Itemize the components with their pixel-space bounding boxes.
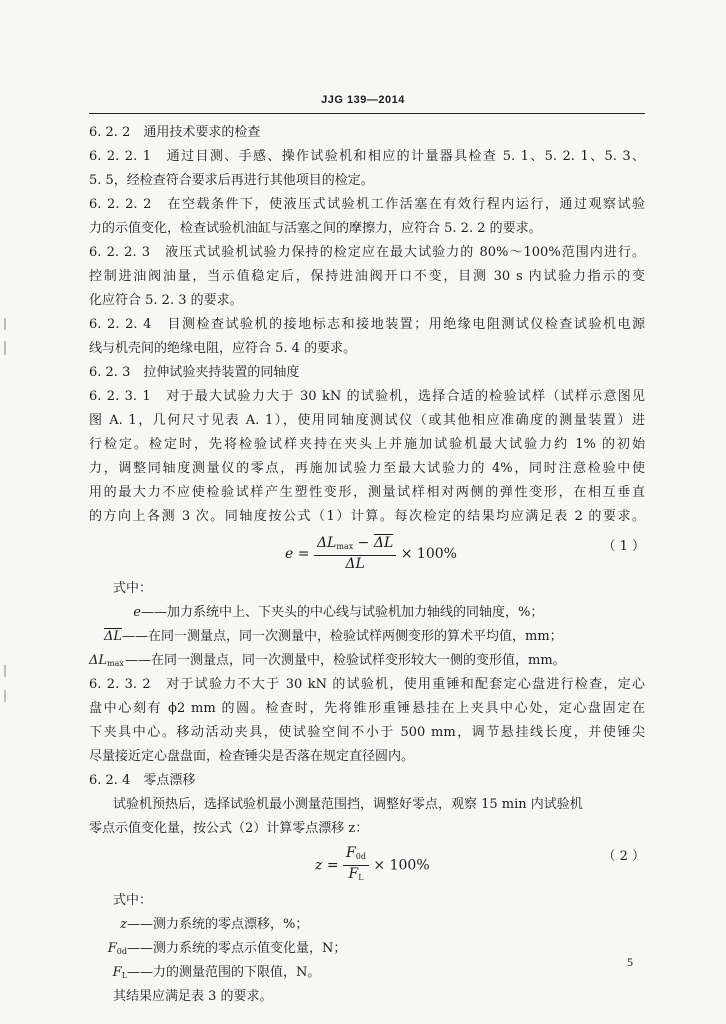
page-number: 5 xyxy=(627,955,633,969)
equation-number: （ 1 ） xyxy=(602,539,645,554)
paragraph-line: 力的示值变化，检查试验机油缸与活塞之间的摩擦力，应符合 5. 2. 2 的要求。 xyxy=(89,221,542,236)
where-symbol: e xyxy=(133,605,141,620)
formula-2-denominator: $F_L$ xyxy=(348,866,364,882)
formula-1-eq: = xyxy=(297,546,310,562)
paragraph-line: 的方向上各测 3 次。同轴度按公式（1）计算。每次检定的结果均应满足表 2 的要求。 xyxy=(89,509,645,524)
where-symbol: F xyxy=(107,941,117,956)
paragraph-line: 力，调整同轴度测量仪的零点，再施加试验力至最大试验力的 4%，同时注意检验中使 xyxy=(89,461,645,476)
where-text: ——加力系统中上、下夹头的中心线与试验机加力轴线的同轴度，%； xyxy=(141,605,544,620)
where-item xyxy=(89,913,645,937)
where-item xyxy=(89,625,645,649)
section-heading: 6. 2. 2 通用技术要求的检查 xyxy=(89,125,261,140)
formula-2-eq: = xyxy=(326,857,339,874)
formula-1-numerator: $\Delta L_{max} - \overline{\Delta L}$ xyxy=(314,535,396,556)
formula-2-fraction xyxy=(343,845,369,886)
where-text: ——在同一测量点，同一次测量中，检验试样变形较大一侧的变形值，mm。 xyxy=(125,653,566,668)
section-heading: 6. 2. 3 拉伸试验夹持装置的同轴度 xyxy=(89,365,300,380)
paragraph-line: 用的最大力不应使检验试样产生塑性变形，测量试样相对两侧的弹性变形，在相互垂直 xyxy=(89,485,645,500)
where-text: ——测力系统的零点漂移，%； xyxy=(127,917,309,932)
binding-mark xyxy=(4,665,6,677)
paragraph-line: 行检定。检定时，先将检验试样夹持在夹头上并施加试验机最大试验力约 1% 的初始 xyxy=(89,437,645,452)
running-header: JJG 139—2014 xyxy=(321,94,405,106)
formula-1-tail: × 100% xyxy=(400,546,457,562)
binding-mark xyxy=(4,341,6,355)
paragraph-line: 6. 2. 3. 2 对于试验力不大于 30 kN 的试验机，使用重锤和配套定心盘进行检查，定心 xyxy=(89,677,645,692)
paragraph-line: 6. 2. 3. 1 对于最大试验力大于 30 kN 的试验机，选择合适的检验试样（试样示意图见 xyxy=(89,389,645,404)
formula-2-numerator: $F_{0d}$ xyxy=(343,845,369,866)
paragraph-line: 6. 2. 2. 2 在空载条件下，使液压式试验机工作活塞在有效行程内运行，通过观察试验 xyxy=(89,197,645,212)
formula-1-lhs: e xyxy=(285,546,294,562)
section-heading: 6. 2. 4 零点漂移 xyxy=(89,773,196,788)
paragraph-line: 其结果应满足表 3 的要求。 xyxy=(113,989,273,1004)
header-rule xyxy=(89,113,645,114)
where-item: $\Delta L_{max}——$在同一测量点，同一次测量中，检验试样变形较大一侧的变形值，mm。 xyxy=(89,653,566,668)
where-item xyxy=(89,601,645,625)
paragraph-line: 控制进油阀油量，当示值稳定后，保持进油阀开口不变，目测 30 s 内试验力指示的变 xyxy=(89,269,645,284)
where-label: 式中： xyxy=(113,893,153,908)
binding-mark xyxy=(4,690,6,702)
where-symbol: z xyxy=(120,917,127,932)
equation-number: （ 2 ） xyxy=(602,849,645,864)
where-text: ——力的测量范围的下限值，N。 xyxy=(127,965,321,980)
paragraph-line: 零点示值变化量，按公式（2）计算零点漂移 z： xyxy=(89,821,369,836)
formula-2-lhs: z xyxy=(315,857,323,874)
formula-1-denominator: ΔL xyxy=(345,556,365,572)
paragraph-line: 6. 2. 2. 3 液压式试验机试验力保持的检定应在最大试验力的 80%～100%范围内进行。 xyxy=(89,245,645,260)
paragraph-line: 尽量接近定心盘盘面，检查锤尖是否落在规定直径圆内。 xyxy=(89,749,415,764)
formula-2-tail: × 100% xyxy=(373,857,430,874)
paragraph-line: 图 A. 1，几何尺寸见表 A. 1），使用同轴度测试仪（或其他相应准确度的测量装置）进 xyxy=(89,413,645,428)
paragraph-line: 下夹具中心。移动活动夹具，使试验空间不小于 500 mm，调节悬挂线长度，并使锤尖 xyxy=(89,725,645,740)
formula-1-fraction xyxy=(314,535,396,573)
paragraph-line: 试验机预热后，选择试验机最小测量范围挡，调整好零点，观察 15 min 内试验机 xyxy=(113,797,583,812)
where-label: 式中： xyxy=(113,581,153,596)
where-text: ——测力系统的零点示值变化量，N； xyxy=(127,941,347,956)
where-symbol: $\overline{\Delta L}$ xyxy=(103,629,122,644)
paragraph-line: 5. 5，经检查符合要求后再进行其他项目的检定。 xyxy=(89,173,374,188)
paragraph-line: 盘中心刻有 ϕ2 mm 的圆。检查时，先将锥形重锤悬挂在上夹具中心处，定心盘固定在 xyxy=(89,701,645,716)
binding-mark xyxy=(4,318,6,330)
formula-2 xyxy=(89,841,645,889)
paragraph-line: 线与机壳间的绝缘电阻，应符合 5. 4 的要求。 xyxy=(89,341,357,356)
where-item: $F_L——$力的测量范围的下限值，N。 xyxy=(112,965,321,980)
formula-1 xyxy=(89,529,645,577)
paragraph-line: 6. 2. 2. 4 目测检查试验机的接地标志和接地装置；用绝缘电阻测试仪检查试验机电源 xyxy=(89,317,645,332)
where-symbol: ΔL xyxy=(89,653,108,668)
where-symbol: F xyxy=(112,965,122,980)
paragraph-line: 6. 2. 2. 1 通过目测、手感、操作试验机和相应的计量器具检查 5. 1、5. 2. 1、5. 3、 xyxy=(89,149,645,164)
where-text: ——在同一测量点，同一次测量中，检验试样两侧变形的算术平均值，mm； xyxy=(122,629,563,644)
page-body xyxy=(89,121,645,1009)
where-item: $F_{0d}——$测力系统的零点示值变化量，N； xyxy=(107,941,347,956)
paragraph-line: 化应符合 5. 2. 3 的要求。 xyxy=(89,293,243,308)
